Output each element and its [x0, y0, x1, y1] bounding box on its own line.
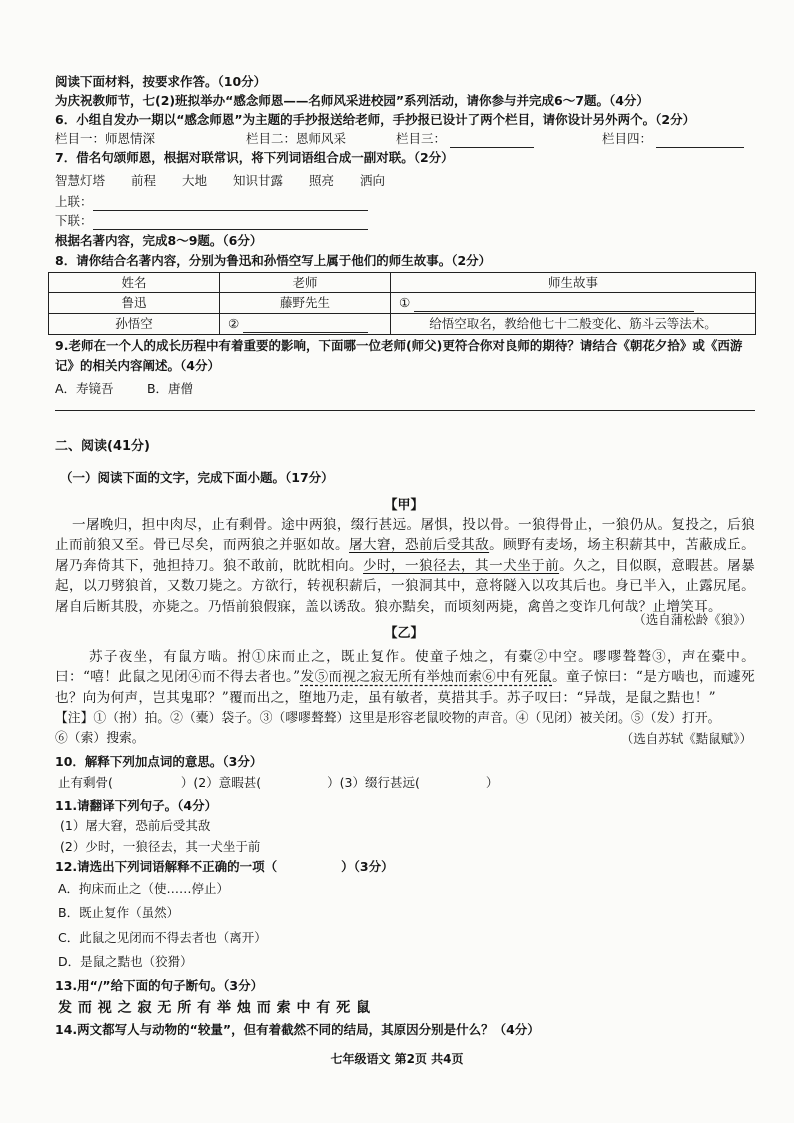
page-footer: 七年级语文 第2页 共4页 — [330, 1052, 464, 1066]
column-3: 栏目三： — [395, 131, 446, 146]
option-a: A．寿镜吾 — [55, 381, 114, 396]
table-cell: 孙悟空 — [49, 314, 220, 335]
question-6: 6．小组自发办一期以“感念师恩”为主题的手抄报送给老师，手抄报已设计了两个栏目，请你设计另外两个。（2分） — [55, 112, 696, 127]
q12-option-c: C．此鼠之见闭而不得去者也（离开） — [58, 930, 267, 945]
passage-yi-notes-continued: ⑥（索）搜索。 — [55, 731, 145, 746]
question-9-options — [55, 380, 193, 398]
classics-intro: 根据名著内容，完成8～9题。（6分） — [55, 233, 263, 248]
table-cell: 鲁迅 — [49, 293, 220, 314]
q10-item-close: ） — [485, 775, 499, 790]
q10-item-1: 止有剩骨( — [58, 775, 113, 790]
reading-section-title: 二、阅读(41分) — [55, 439, 150, 454]
material-intro: 阅读下面材料，按要求作答。（10分） — [55, 74, 267, 89]
column-2: 栏目二：恩师风采 — [245, 131, 346, 146]
passage-jia-source: （选自蒲松龄《狼》） — [633, 612, 752, 627]
passage-text: 。童子惊曰：“是方啮也，而遽死也？向为何声，岂其鬼耶？”覆而出之，堕地乃走，虽有敏者，莫措其手。苏子叹曰：“异哉，是鼠之黠也！” — [55, 669, 755, 706]
question-13: 13.用“/”给下面的句子断句。（3分） — [55, 978, 264, 993]
teacher-student-table — [48, 272, 756, 335]
table-header-row — [49, 273, 756, 293]
question-14: 14.两文都写人与动物的“较量”，但有着截然不同的结局，其原因分别是什么？（4分） — [55, 1022, 540, 1037]
underlined-sentence: 屠大窘，恐前后受其敌 — [349, 537, 490, 554]
passage-yi-notes: 【注】①（拊）拍。②（橐）袋子。③（嘐嘐聱聱）这里是形容老鼠咬物的声音。④（见闭）被关闭。⑤（发）打开。 — [55, 711, 721, 726]
word: 大地 — [182, 173, 208, 188]
table-row — [49, 314, 756, 335]
lower-couplet-line — [55, 212, 368, 230]
word: 照亮 — [309, 173, 335, 188]
q12-option-a: A．拘床而止之（使……停止） — [58, 881, 230, 896]
column-4: 栏目四： — [601, 131, 652, 146]
word: 前程 — [131, 173, 157, 188]
question-11: 11.请翻译下列句子。（4分） — [55, 798, 218, 813]
column-4-answer-blank — [656, 134, 744, 148]
word: 智慧灯塔 — [55, 173, 106, 188]
table-row — [49, 293, 756, 314]
passage-text: 。顾野有麦场，场主积薪其中，苫蔽成丘。屠乃奔倚其下，弛担持刀。狼不敢前，眈眈相向。 — [55, 537, 756, 574]
passage-yi-source: （选自苏轼《黠鼠赋》） — [620, 731, 752, 746]
upper-couplet-line — [55, 193, 368, 211]
header-name: 姓名 — [49, 273, 220, 293]
question-10: 10．解释下列加点词的意思。（3分） — [55, 754, 263, 769]
q10-item-3: ）(3）缀行甚远( — [327, 775, 420, 790]
question-13-sentence: 发 而 视 之 寂 无 所 有 举 烛 而 索 中 有 死 鼠 — [58, 1000, 371, 1016]
question-7: 7．借名句颂师恩，根据对联常识，将下列词语组合成一副对联。（2分） — [55, 150, 454, 165]
answer-rule-line — [55, 410, 755, 411]
column-3-answer-blank — [450, 134, 534, 148]
lower-couplet-blank — [93, 216, 368, 230]
upper-couplet-blank — [93, 197, 368, 211]
word: 知识甘露 — [233, 173, 284, 188]
passage-text: 。久之，目似瞑，意暇甚。屠暴起，以刀劈狼首，又数刀毙之。方欲行，转视积薪后，一狼洞其中，意将隧入以攻其后也。身已半入，止露尻尾。屠自后断其股，亦毙之。乃悟前狼假寐，盖以诱敌。狼亦黠矣，而顷刻两毙，禽兽之变诈几何哉？止增笑耳。 — [55, 557, 755, 615]
passage-text: 一屠晚归，担中肉尽，止有剩骨。途中两狼，缀行甚远。屠惧，投以骨。一狼得骨止，一狼仍从。复投之，后狼止而前狼又至。骨已尽矣，而两狼之并驱如故。 — [55, 517, 755, 554]
question-9: 9.老师在一个人的成长历程中有着重要的影响，下面哪一位老师(师父)更符合你对良师的期待？请结合《朝花夕拾》或《西游记》的相关内容阐述。（4分） — [55, 338, 743, 373]
question-10-items — [58, 774, 498, 792]
table-cell — [220, 314, 391, 335]
option-b: B．唐僧 — [146, 381, 194, 396]
reading-part-1: （一）阅读下面的文字，完成下面小题。（17分） — [60, 470, 334, 485]
column-1: 栏目一：师恩情深 — [55, 131, 156, 146]
question-12 — [55, 858, 394, 876]
underlined-sentence: 发⑤而视之寂无所有举烛而索⑥中有死鼠 — [300, 669, 553, 686]
question-8: 8．请你结合名著内容，分别为鲁迅和孙悟空写上属于他们的师生故事。（2分） — [55, 253, 492, 268]
header-story: 师生故事 — [391, 273, 756, 293]
teacher-answer-blank — [243, 319, 368, 333]
column-list — [55, 130, 744, 148]
answer-marker: ② — [228, 316, 240, 331]
lower-couplet-label: 下联： — [55, 213, 93, 228]
passage-yi — [55, 647, 755, 708]
q12-option-b: B．既止复作（虽然） — [58, 905, 180, 920]
upper-couplet-label: 上联： — [55, 194, 93, 209]
activity-description: 为庆祝教师节，七(2)班拟举办“感念师恩——名师风采进校园”系列活动，请你参与并完成6～7题。（4分） — [55, 93, 649, 108]
couplet-word-list — [55, 172, 407, 190]
underlined-sentence: 少时，一狼径去，其一犬坐于前 — [363, 557, 560, 574]
question-11-item-2: (2）少时，一狼径去，其一犬坐于前 — [60, 839, 261, 854]
q12-prompt: 12.请选出下列词语解释不正确的一项（ — [55, 859, 278, 874]
table-cell — [391, 293, 756, 314]
passage-jia — [55, 515, 755, 617]
passage-yi-label: 【乙】 — [384, 626, 424, 641]
question-11-item-1: (1）屠大窘，恐前后受其敌 — [60, 818, 211, 833]
q12-option-d: D．是鼠之黠也（狡猾） — [58, 954, 193, 969]
q12-score: ）（3分） — [341, 859, 394, 874]
table-cell: 给悟空取名，教给他七十二般变化、筋斗云等法术。 — [391, 314, 756, 335]
word: 洒向 — [360, 173, 386, 188]
story-answer-blank — [414, 298, 694, 312]
q10-item-2: ）(2）意暇甚( — [180, 775, 262, 790]
header-teacher: 老师 — [220, 273, 391, 293]
passage-text: 苏子夜坐，有鼠方啮。拊①床而止之，既止复作。使童子烛之，有橐②中空。嘐嘐聱聱③，声在橐中。曰：“嘻！此鼠之见闭④而不得去者也。” — [55, 649, 755, 686]
answer-marker: ① — [399, 295, 411, 310]
table-cell: 藤野先生 — [220, 293, 391, 314]
passage-jia-label: 【甲】 — [384, 498, 424, 513]
